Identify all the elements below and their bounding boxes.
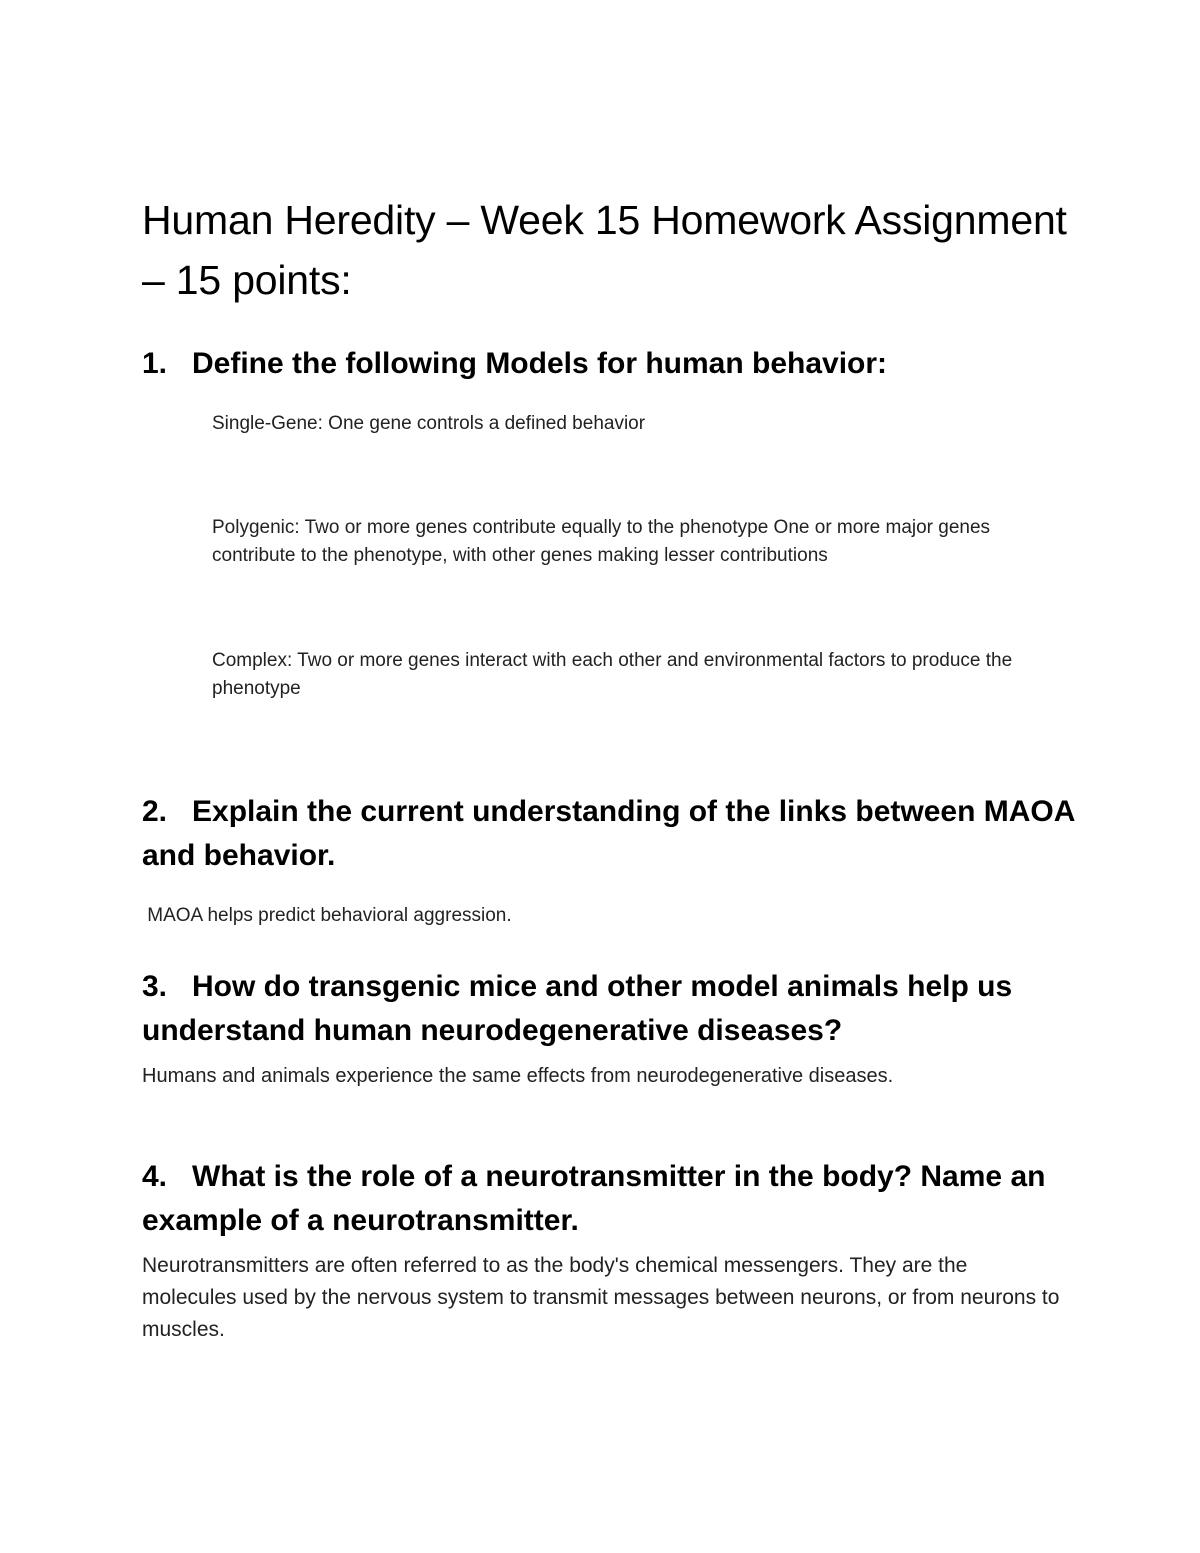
question-text: How do transgenic mice and other model animals help us understand human neurodegenerative diseases? xyxy=(142,970,1013,1047)
question-number: 4. xyxy=(142,1160,168,1193)
document-title: Human Heredity – Week 15 Homework Assignment – 15 points: xyxy=(142,197,1067,303)
question-3 xyxy=(142,965,1082,1053)
question-text: Define the following Models for human behavior: xyxy=(192,347,888,380)
question-text: What is the role of a neurotransmitter in the body? Name an example of a neurotransmitter. xyxy=(142,1160,1046,1237)
question-number: 1. xyxy=(142,347,168,380)
answer-neurotransmitter: Neurotransmitters are often referred to as the body's chemical messengers. They are the molecules used by the nervous system to transmit messages between neurons, or from neurons to muscles. xyxy=(142,1254,1060,1341)
answer-complex: Complex: Two or more genes interact with each other and environmental factors to produce the phenotype xyxy=(212,650,1013,699)
question-number: 2. xyxy=(142,795,168,828)
answer-polygenic: Polygenic: Two or more genes contribute equally to the phenotype One or more major genes contribute to the phenotype, with other genes making lesser contributions xyxy=(212,517,991,566)
question-1 xyxy=(142,342,1082,386)
question-4 xyxy=(142,1155,1082,1243)
answer-model-animals: Humans and animals experience the same effects from neurodegenerative diseases. xyxy=(142,1065,894,1087)
answer-single-gene: Single-Gene: One gene controls a defined behavior xyxy=(212,413,646,434)
question-2 xyxy=(142,790,1082,878)
question-text: Explain the current understanding of the links between MAOA and behavior. xyxy=(142,795,1075,872)
question-number: 3. xyxy=(142,970,168,1003)
answer-maoa: MAOA helps predict behavioral aggression. xyxy=(142,905,512,926)
